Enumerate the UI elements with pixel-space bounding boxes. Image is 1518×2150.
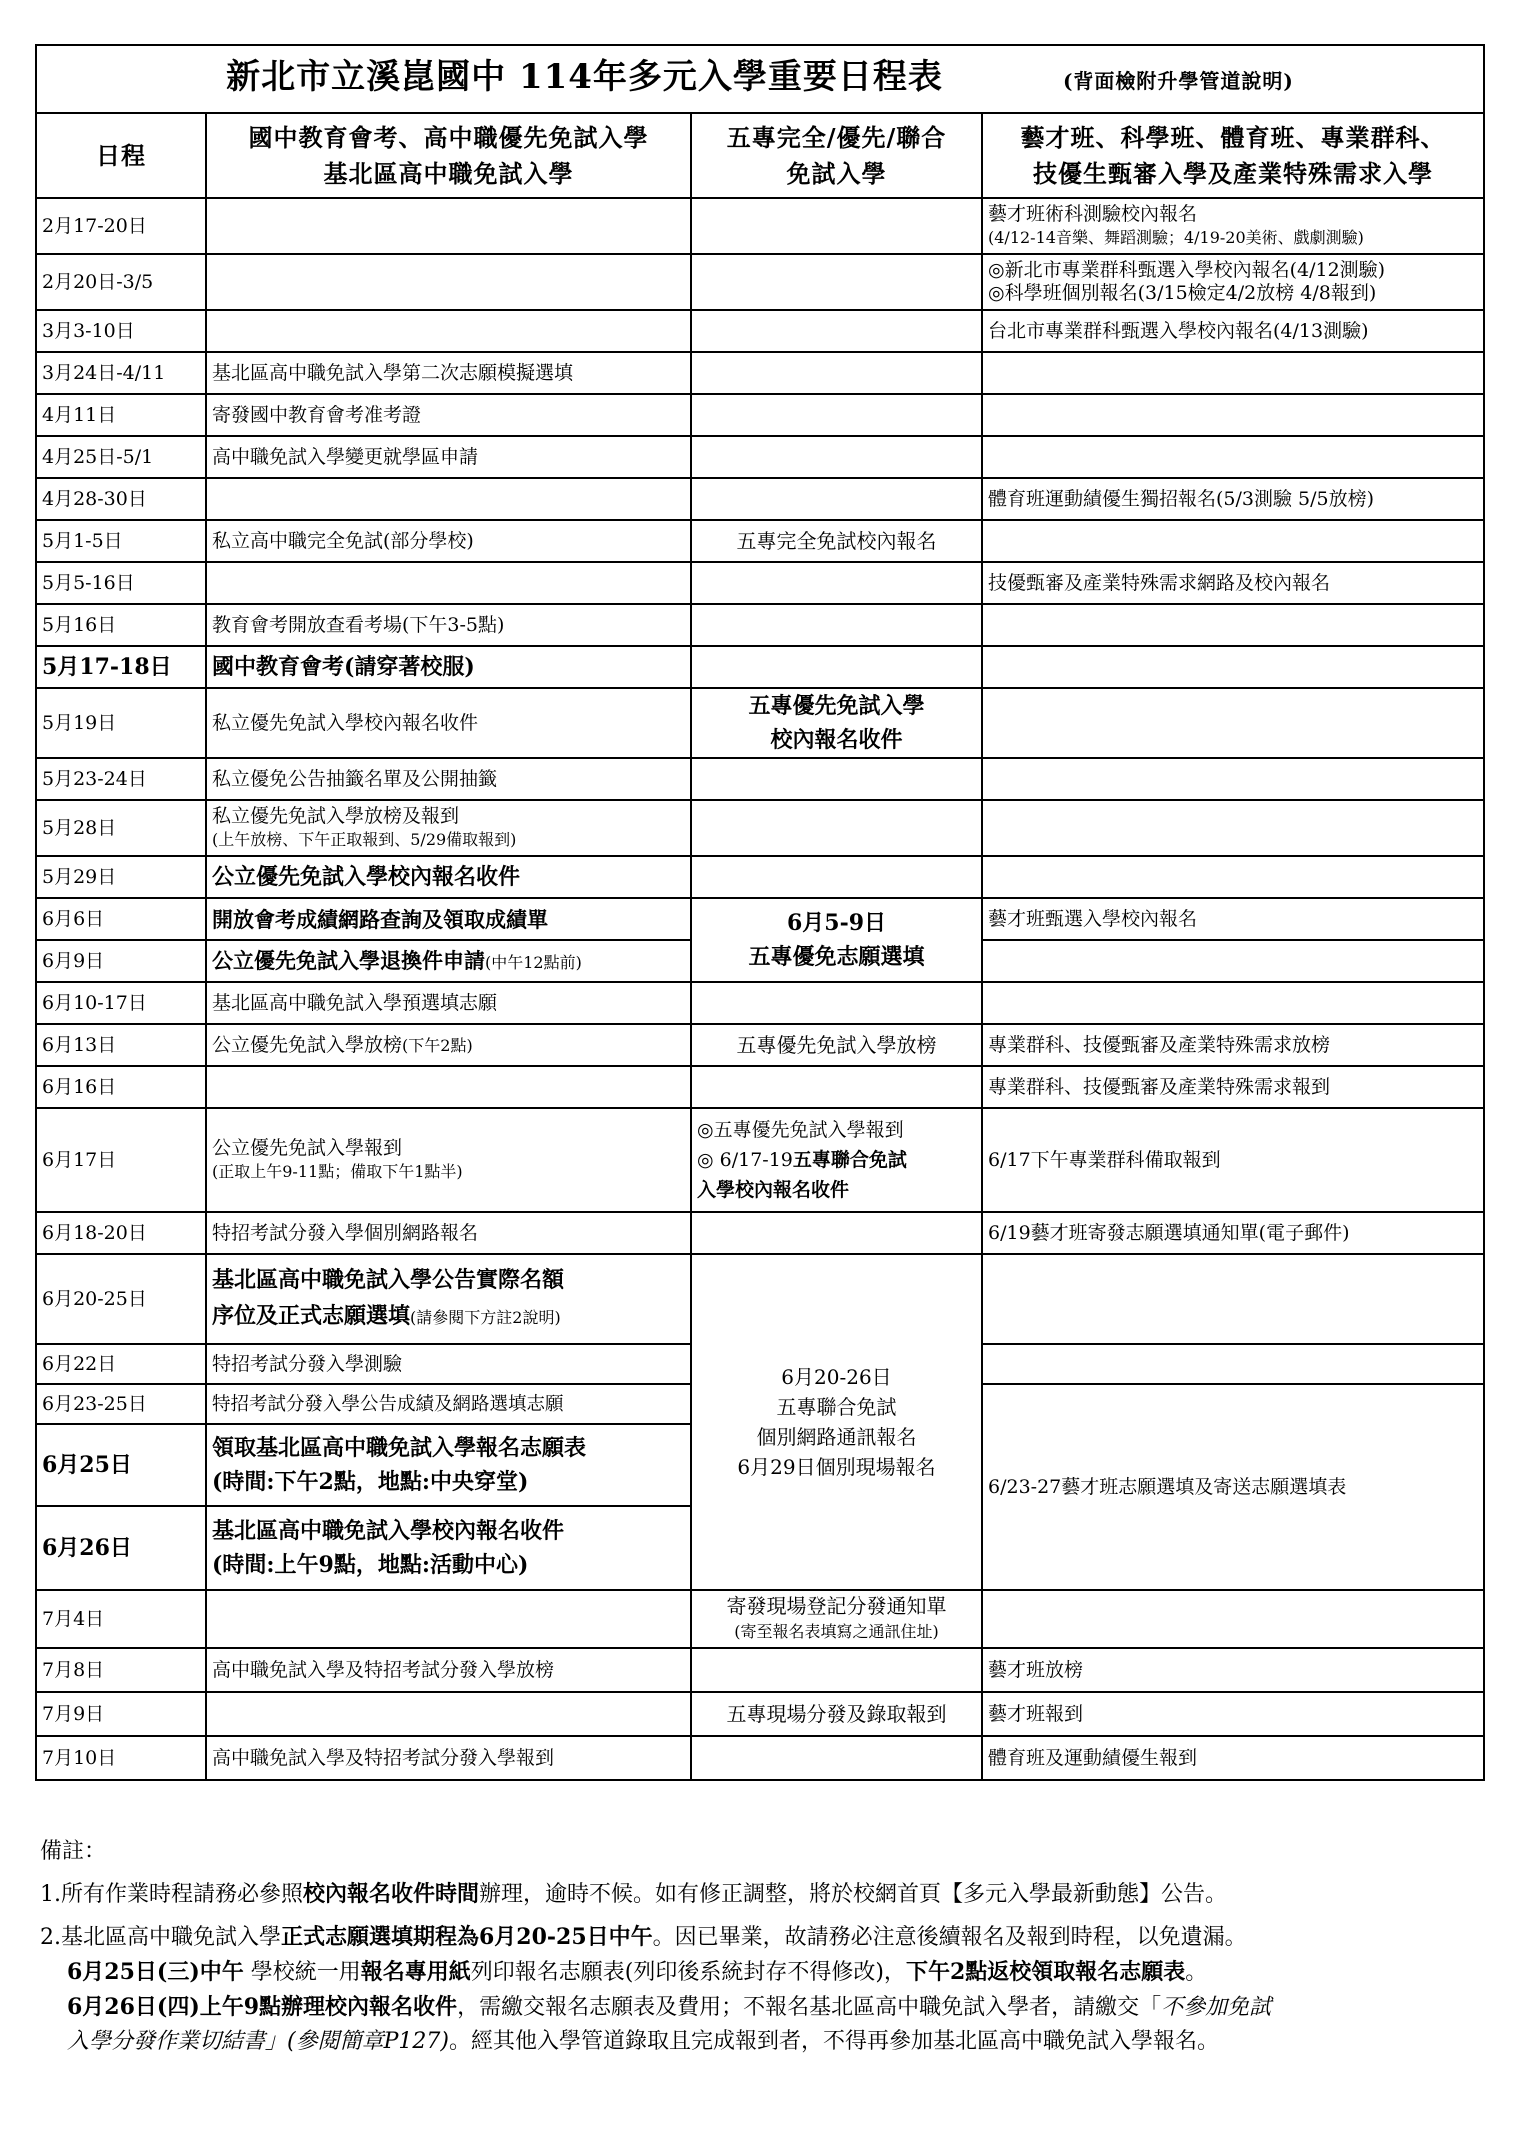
cell-c3: 藝才班甄選入學校內報名 bbox=[982, 898, 1484, 940]
table-row bbox=[36, 1212, 1484, 1254]
table-row bbox=[36, 394, 1484, 436]
note-2-line-3: 6月26日(四)上午9點辦理校內報名收件，需繳交報名志願表及費用；不報名基北區高中職免試入學者，請繳交「不參加免試 bbox=[67, 1994, 1272, 2020]
table-row bbox=[36, 478, 1484, 520]
date-cell: 6月6日 bbox=[36, 898, 206, 940]
date-cell: 5月28日 bbox=[36, 800, 206, 856]
date-cell: 5月29日 bbox=[36, 856, 206, 898]
cell-c3: 藝才班放榜 bbox=[982, 1648, 1484, 1692]
cell-c3: ◎新北市專業群科甄選入學校內報名(4/12測驗) ◎科學班個別報名(3/15檢定4/2放榜 4/8報到) bbox=[982, 254, 1484, 310]
column-header-date: 日程 bbox=[36, 113, 206, 198]
table-row bbox=[36, 562, 1484, 604]
cell-c1: 私立高中職完全免試(部分學校) bbox=[206, 520, 691, 562]
cell-c1: 國中教育會考(請穿著校服) bbox=[206, 646, 691, 688]
note-2: 2.基北區高中職免試入學正式志願選填期程為6月20-25日中午。因已畢業，故請務必注意後續報名及報到時程，以免遺漏。 bbox=[40, 1924, 1247, 1950]
column-header-c2: 五專完全/優先/聯合 免試入學 bbox=[691, 113, 982, 198]
cell-c2: 五專優先免試入學 校內報名收件 bbox=[691, 688, 982, 758]
cell-c3: 藝才班報到 bbox=[982, 1692, 1484, 1736]
cell-c3: 6/23-27藝才班志願選填及寄送志願選填表 bbox=[982, 1384, 1484, 1590]
date-cell: 4月25日-5/1 bbox=[36, 436, 206, 478]
cell-c3: 藝才班術科測驗校內報名 (4/12-14音樂、舞蹈測驗；4/19-20美術、戲劇測驗) bbox=[982, 198, 1484, 254]
cell-c1: 特招考試分發入學測驗 bbox=[206, 1344, 691, 1384]
table-row bbox=[36, 604, 1484, 646]
date-cell: 3月24日-4/11 bbox=[36, 352, 206, 394]
title-note: (背面檢附升學管道說明) bbox=[1062, 68, 1294, 93]
schedule-table bbox=[35, 44, 1485, 1781]
notes-section bbox=[40, 1835, 1480, 2059]
cell-c1: 公立優先免試入學退換件申請(中午12點前) bbox=[206, 940, 691, 982]
cell-c1: 基北區高中職免試入學預選填志願 bbox=[206, 982, 691, 1024]
cell-c1: 私立優先免試入學校內報名收件 bbox=[206, 688, 691, 758]
date-cell: 5月16日 bbox=[36, 604, 206, 646]
date-cell: 6月26日 bbox=[36, 1506, 206, 1590]
date-cell: 6月9日 bbox=[36, 940, 206, 982]
date-cell: 4月11日 bbox=[36, 394, 206, 436]
date-cell: 6月16日 bbox=[36, 1066, 206, 1108]
date-cell: 3月3-10日 bbox=[36, 310, 206, 352]
date-cell: 6月10-17日 bbox=[36, 982, 206, 1024]
table-row bbox=[36, 898, 1484, 940]
table-row bbox=[36, 520, 1484, 562]
cell-c1: 私立優先免試入學放榜及報到 (上午放榜、下午正取報到、5/29備取報到) bbox=[206, 800, 691, 856]
date-cell: 6月18-20日 bbox=[36, 1212, 206, 1254]
cell-c2: 五專優先免試入學放榜 bbox=[691, 1024, 982, 1066]
cell-c2: 五專現場分發及錄取報到 bbox=[691, 1692, 982, 1736]
date-cell: 5月23-24日 bbox=[36, 758, 206, 800]
table-row bbox=[36, 352, 1484, 394]
note-2-line-2: 6月25日(三)中午 學校統一用報名專用紙列印報名志願表(列印後系統封存不得修改)，下午2點返校領取報名志願表。 bbox=[67, 1959, 1208, 1985]
table-row bbox=[36, 758, 1484, 800]
date-cell: 4月28-30日 bbox=[36, 478, 206, 520]
date-cell: 7月4日 bbox=[36, 1590, 206, 1648]
cell-c1: 特招考試分發入學公告成績及網路選填志願 bbox=[206, 1384, 691, 1424]
table-row bbox=[36, 310, 1484, 352]
date-cell: 5月5-16日 bbox=[36, 562, 206, 604]
cell-c3: 專業群科、技優甄審及產業特殊需求報到 bbox=[982, 1066, 1484, 1108]
date-cell: 6月22日 bbox=[36, 1344, 206, 1384]
column-header-c1: 國中教育會考、高中職優先免試入學 基北區高中職免試入學 bbox=[206, 113, 691, 198]
page-title: 新北市立溪崑國中 114年多元入學重要日程表 bbox=[226, 56, 943, 97]
table-row bbox=[36, 198, 1484, 254]
table-row bbox=[36, 800, 1484, 856]
cell-c3: 體育班運動績優生獨招報名(5/3測驗 5/5放榜) bbox=[982, 478, 1484, 520]
date-cell: 6月17日 bbox=[36, 1108, 206, 1212]
table-row bbox=[36, 436, 1484, 478]
table-row bbox=[36, 688, 1484, 758]
column-header-row bbox=[36, 113, 1484, 198]
cell-c2: ◎五專優先免試入學報到 ◎ 6/17-19五專聯合免試 入學校內報名收件 bbox=[691, 1108, 982, 1212]
cell-c1: 寄發國中教育會考准考證 bbox=[206, 394, 691, 436]
date-cell: 6月20-25日 bbox=[36, 1254, 206, 1344]
note-1: 1.所有作業時程請務必參照校內報名收件時間辦理，逾時不候。如有修正調整，將於校網首頁【多元入學最新動態】公告。 bbox=[40, 1881, 1228, 1907]
cell-c1: 私立優免公告抽籤名單及公開抽籤 bbox=[206, 758, 691, 800]
cell-c3: 6/19藝才班寄發志願選填通知單(電子郵件) bbox=[982, 1212, 1484, 1254]
cell-c1: 基北區高中職免試入學校內報名收件 (時間:上午9點，地點:活動中心) bbox=[206, 1506, 691, 1590]
cell-c1: 特招考試分發入學個別網路報名 bbox=[206, 1212, 691, 1254]
cell-c1: 公立優先免試入學校內報名收件 bbox=[206, 856, 691, 898]
cell-c1: 基北區高中職免試入學公告實際名額 序位及正式志願選填(請參閱下方註2說明) bbox=[206, 1254, 691, 1344]
column-header-c3: 藝才班、科學班、體育班、專業群科、 技優生甄審入學及產業特殊需求入學 bbox=[982, 113, 1484, 198]
schedule-sheet bbox=[35, 44, 1483, 1781]
table-row bbox=[36, 982, 1484, 1024]
cell-c1: 基北區高中職免試入學第二次志願模擬選填 bbox=[206, 352, 691, 394]
cell-c2: 6月20-26日 五專聯合免試 個別網路通訊報名 6月29日個別現場報名 bbox=[691, 1254, 982, 1590]
cell-c2: 6月5-9日 五專優免志願選填 bbox=[691, 898, 982, 982]
date-cell: 7月9日 bbox=[36, 1692, 206, 1736]
title-row bbox=[36, 45, 1484, 113]
table-row bbox=[36, 1024, 1484, 1066]
date-cell: 5月17-18日 bbox=[36, 646, 206, 688]
notes-heading: 備註： bbox=[40, 1839, 107, 1864]
cell-c1: 高中職免試入學及特招考試分發入學放榜 bbox=[206, 1648, 691, 1692]
cell-c3: 技優甄審及產業特殊需求網路及校內報名 bbox=[982, 562, 1484, 604]
cell-c1: 開放會考成績網路查詢及領取成績單 bbox=[206, 898, 691, 940]
cell-c3: 體育班及運動績優生報到 bbox=[982, 1736, 1484, 1780]
table-row bbox=[36, 646, 1484, 688]
date-cell: 7月8日 bbox=[36, 1648, 206, 1692]
table-row bbox=[36, 1692, 1484, 1736]
date-cell: 5月1-5日 bbox=[36, 520, 206, 562]
date-cell: 2月17-20日 bbox=[36, 198, 206, 254]
date-cell: 7月10日 bbox=[36, 1736, 206, 1780]
cell-c1: 公立優先免試入學放榜(下午2點) bbox=[206, 1024, 691, 1066]
table-row bbox=[36, 856, 1484, 898]
cell-c2: 五專完全免試校內報名 bbox=[691, 520, 982, 562]
cell-c1: 領取基北區高中職免試入學報名志願表 (時間:下午2點，地點:中央穿堂) bbox=[206, 1424, 691, 1506]
table-row bbox=[36, 1648, 1484, 1692]
cell-c1: 高中職免試入學變更就學區申請 bbox=[206, 436, 691, 478]
table-row bbox=[36, 1108, 1484, 1212]
table-row bbox=[36, 1736, 1484, 1780]
cell-c3: 專業群科、技優甄審及產業特殊需求放榜 bbox=[982, 1024, 1484, 1066]
table-row bbox=[36, 1254, 1484, 1344]
cell-c3: 6/17下午專業群科備取報到 bbox=[982, 1108, 1484, 1212]
date-cell: 2月20日-3/5 bbox=[36, 254, 206, 310]
table-row bbox=[36, 1590, 1484, 1648]
table-row bbox=[36, 1066, 1484, 1108]
date-cell: 6月23-25日 bbox=[36, 1384, 206, 1424]
note-2-line-4: 入學分發作業切結書」(參閱簡章P127)。經其他入學管道錄取且完成報到者，不得再參加基北區高中職免試入學報名。 bbox=[67, 2029, 1219, 2054]
cell-c1: 高中職免試入學及特招考試分發入學報到 bbox=[206, 1736, 691, 1780]
table-row bbox=[36, 254, 1484, 310]
date-cell: 5月19日 bbox=[36, 688, 206, 758]
date-cell: 6月25日 bbox=[36, 1424, 206, 1506]
cell-c1: 教育會考開放查看考場(下午3-5點) bbox=[206, 604, 691, 646]
date-cell: 6月13日 bbox=[36, 1024, 206, 1066]
cell-c3: 台北市專業群科甄選入學校內報名(4/13測驗) bbox=[982, 310, 1484, 352]
cell-c1: 公立優先免試入學報到 (正取上午9-11點；備取下午1點半) bbox=[206, 1108, 691, 1212]
cell-c2: 寄發現場登記分發通知單 (寄至報名表填寫之通訊住址) bbox=[691, 1590, 982, 1648]
